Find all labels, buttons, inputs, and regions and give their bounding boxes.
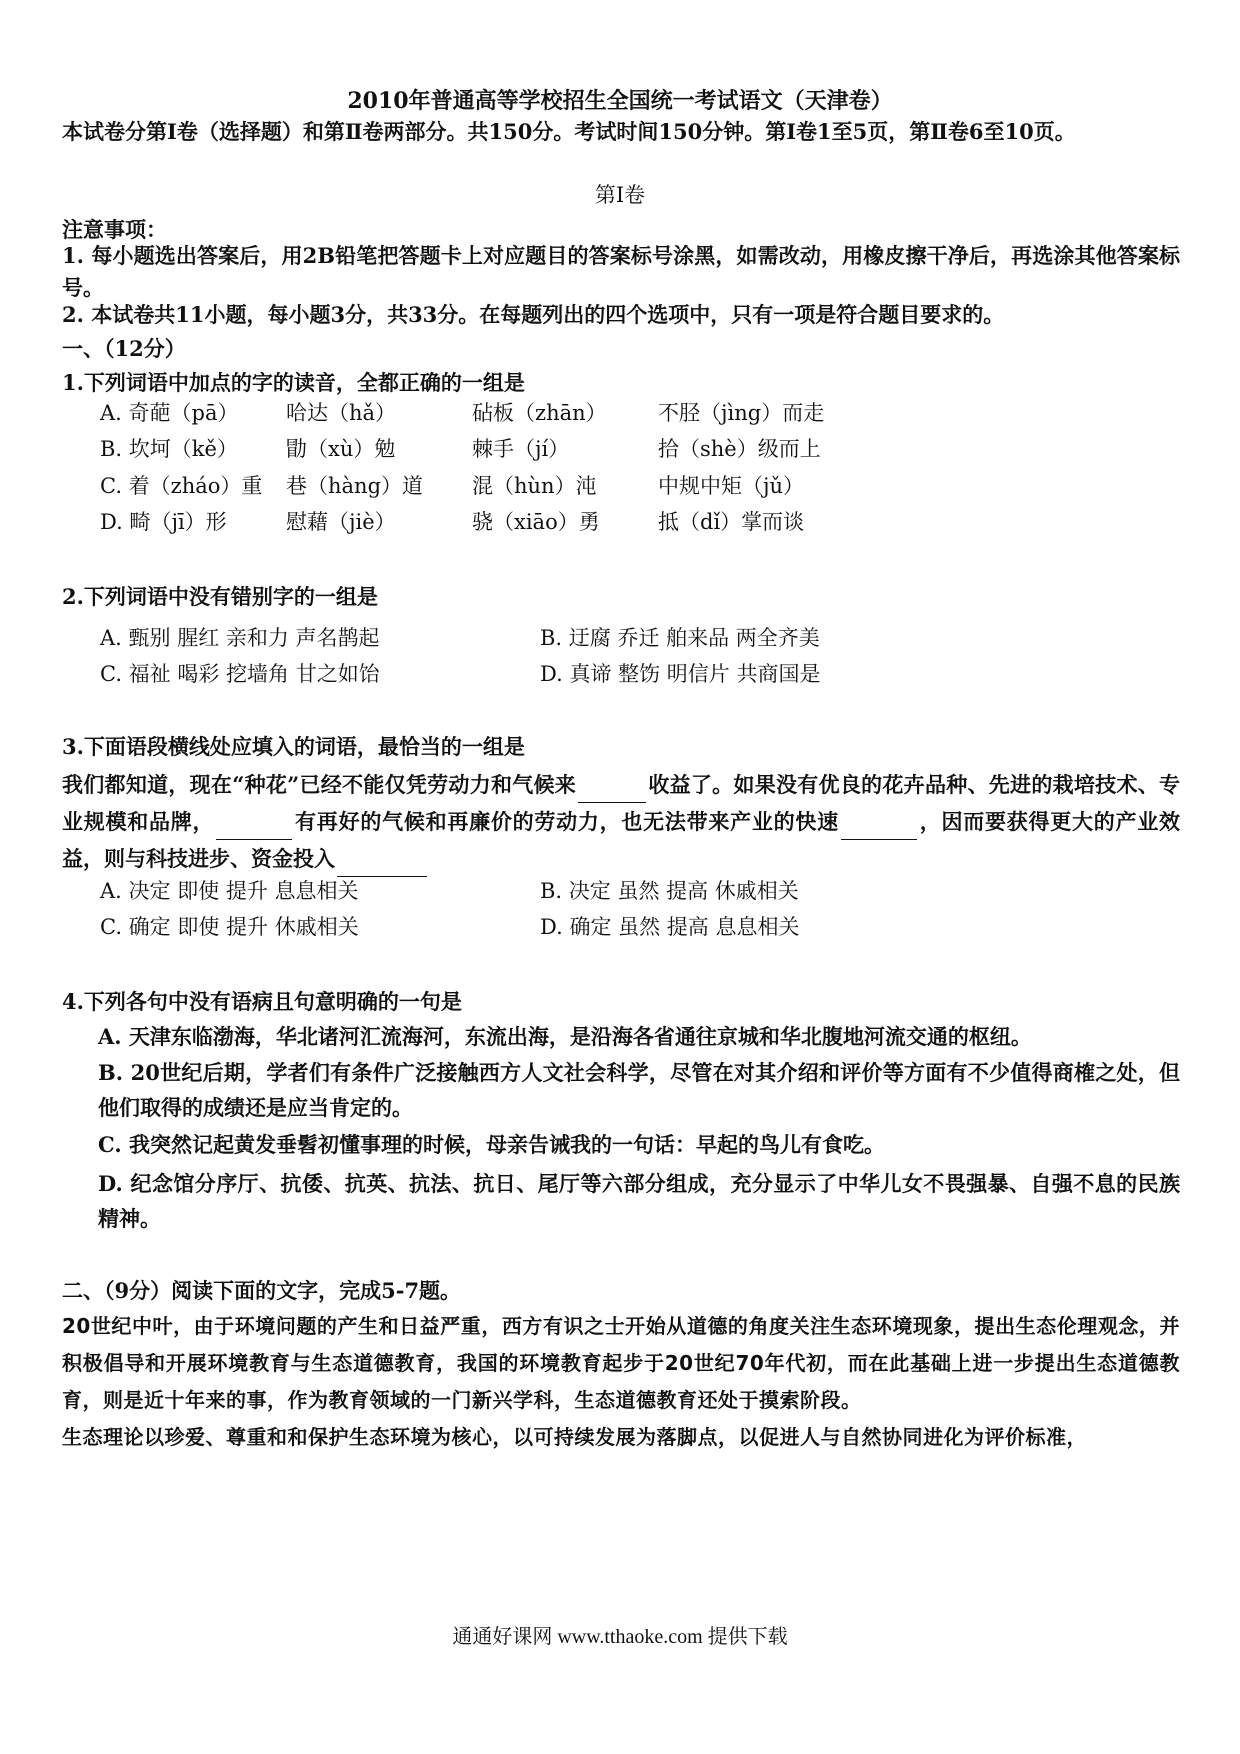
q3-option-c: C. 确定 即使 提升 休戚相关 xyxy=(100,915,359,939)
q2-option-a: A. 甄别 腥红 亲和力 声名鹊起 xyxy=(100,626,380,650)
notice-item-2: 2. 本试卷共11小题，每小题3分，共33分。在每题列出的四个选项中，只有一项是符合题目要求的。 xyxy=(62,302,1005,327)
question-1-stem: 1.下列词语中加点的字的读音，全都正确的一组是 xyxy=(62,370,525,395)
q3-blank-1 xyxy=(578,780,646,803)
q1-option-a-item: 不胫（jìng）而走 xyxy=(658,401,825,425)
q1-option-b-item: B. 坎坷（kě） xyxy=(100,437,238,461)
q3-passage-segment: ，因而要获得更大的产业效益，则与科技进步、资金投入 xyxy=(62,809,1181,871)
q1-option-b xyxy=(100,434,821,464)
q1-option-a-item: 砧板（zhān） xyxy=(472,401,607,425)
question-4-stem: 4.下列各句中没有语病且句意明确的一句是 xyxy=(62,989,462,1014)
q3-passage-segment: 收益了。如果没有优良的花卉品种、先进的栽培技术、专业规模和品牌， xyxy=(62,772,1180,834)
notice-item-1: 1. 每小题选出答案后，用2B铅笔把答题卡上对应题目的答案标号涂黑，如需改动，用橡皮擦干净后，再选涂其他答案标号。 xyxy=(62,243,1180,300)
q1-option-c-item: 中规中矩（jǔ） xyxy=(658,474,805,498)
q1-option-d-item: D. 畸（jī）形 xyxy=(100,510,227,534)
q1-option-d xyxy=(100,507,804,537)
q1-option-d-item: 抵（dǐ）掌而谈 xyxy=(658,510,805,534)
q1-option-b-item: 棘手（jí） xyxy=(472,437,570,461)
q1-option-a-item: 哈达（hǎ） xyxy=(286,401,397,425)
q1-option-a xyxy=(100,398,824,428)
q3-blank-2 xyxy=(216,817,292,840)
q1-option-d-item: 慰藉（jiè） xyxy=(286,510,396,534)
q3-option-d: D. 确定 虽然 提高 息息相关 xyxy=(540,915,800,939)
q1-option-c-item: C. 着（zháo）重 xyxy=(100,474,263,498)
question-2-stem: 2.下列词语中没有错别字的一组是 xyxy=(62,584,378,609)
q2-option-d: D. 真谛 整饬 明信片 共商国是 xyxy=(540,662,821,686)
q4-option-c: C. 我突然记起黄发垂髫初懂事理的时候，母亲告诫我的一句话：早起的鸟儿有食吃。 xyxy=(98,1132,885,1157)
q3-option-a: A. 决定 即使 提升 息息相关 xyxy=(100,879,359,903)
q4-option-a: A. 天津东临渤海，华北诸河汇流海河，东流出海，是沿海各省通往京城和华北腹地河流交通的枢纽。 xyxy=(98,1024,1032,1049)
q3-blank-4 xyxy=(337,854,427,877)
reading-passage-paragraph-1: 20世纪中叶，由于环境问题的产生和日益严重，西方有识之士开始从道德的角度关注生态环境现象，提出生态伦理观念，并积极倡导和开展环境教育与生态道德教育，我国的环境教育起步于20世纪70年代初，而在此基础上进一步提出生态道德教育，则是近十年来的事，作为教育领域的一门新兴学科，生态道德教育还处于摸索阶段。 xyxy=(62,1314,1180,1412)
exam-title: 2010年普通高等学校招生全国统一考试语文（天津卷） xyxy=(347,88,893,114)
q2-option-b: B. 迂腐 乔迁 舶来品 两全齐美 xyxy=(540,626,820,650)
q3-blank-3 xyxy=(841,817,917,840)
q1-option-c xyxy=(100,471,804,501)
section-two-heading: 二、（9分）阅读下面的文字，完成5-7题。 xyxy=(62,1278,462,1303)
q1-option-c-item: 巷（hàng）道 xyxy=(286,474,424,498)
q3-passage-segment: 有再好的气候和再廉价的劳动力，也无法带来产业的快速 xyxy=(294,809,839,834)
volume-heading: 第Ⅰ卷 xyxy=(594,183,646,207)
notice-title: 注意事项： xyxy=(62,217,167,242)
page-footer: 通通好课网 www.tthaoke.com 提供下载 xyxy=(452,1626,788,1648)
q3-option-b: B. 决定 虽然 提高 休戚相关 xyxy=(540,879,799,903)
q3-passage-segment: 我们都知道，现在“种花”已经不能仅凭劳动力和气候来 xyxy=(62,772,577,797)
q1-option-b-item: 拾（shè）级而上 xyxy=(658,437,821,461)
q4-option-d: D. 纪念馆分序厅、抗倭、抗英、抗法、抗日、尾厅等六部分组成，充分显示了中华儿女不畏强暴、自强不息的民族精神。 xyxy=(98,1171,1180,1231)
reading-passage-paragraph-2: 生态理论以珍爱、尊重和和保护生态环境为核心，以可持续发展为落脚点，以促进人与自然协同进化为评价标准， xyxy=(62,1425,1087,1449)
q1-option-d-item: 骁（xiāo）勇 xyxy=(472,510,600,534)
q1-option-c-item: 混（hùn）沌 xyxy=(472,474,597,498)
q4-option-b: B. 20世纪后期，学者们有条件广泛接触西方人文社会科学，尽管在对其介绍和评价等方面有不少值得商榷之处，但他们取得的成绩还是应当肯定的。 xyxy=(98,1060,1180,1120)
question-3-stem: 3.下面语段横线处应填入的词语，最恰当的一组是 xyxy=(62,734,525,759)
question-3-passage xyxy=(62,766,1180,877)
q1-option-a-item: A. 奇葩（pā） xyxy=(100,401,239,425)
section-one-heading: 一、（12分） xyxy=(62,336,186,361)
intro-paragraph: 本试卷分第Ⅰ卷（选择题）和第Ⅱ卷两部分。共150分。考试时间150分钟。第Ⅰ卷1至5页，第Ⅱ卷6至10页。 xyxy=(62,119,1076,144)
q2-option-c: C. 福祉 喝彩 挖墙角 甘之如饴 xyxy=(100,662,380,686)
q1-option-b-item: 勖（xù）勉 xyxy=(286,437,396,461)
